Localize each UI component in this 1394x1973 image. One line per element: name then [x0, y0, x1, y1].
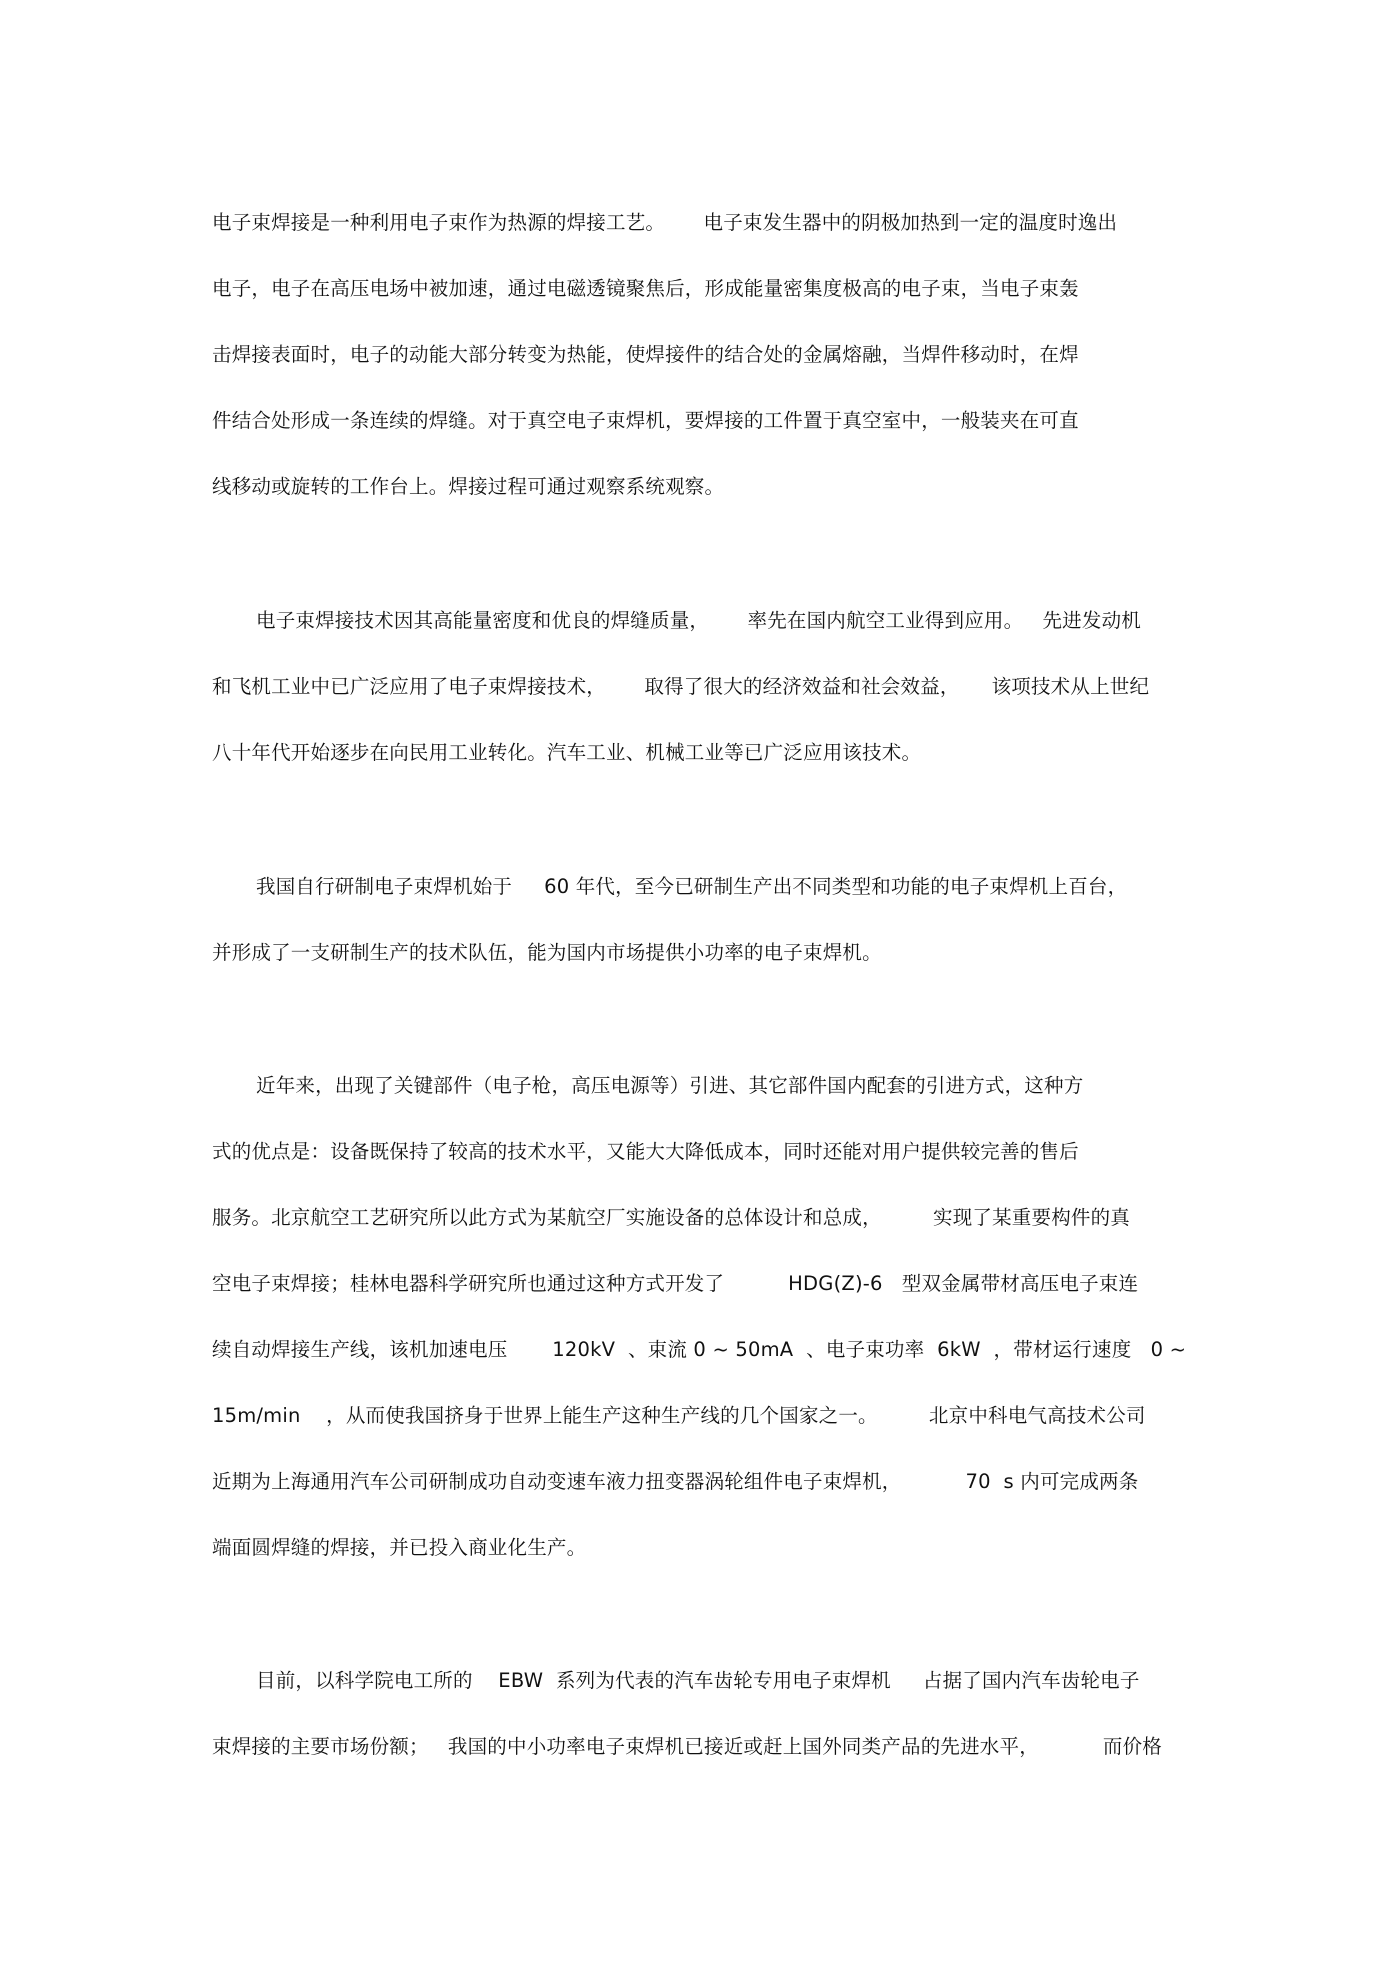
- text-line: 电子，电子在高压电场中被加速，通过电磁透镜聚焦后，形成能量密集度极高的电子束，当电子束轰: [212, 277, 1079, 300]
- text-line: 电子束焊接技术因其高能量密度和优良的焊缝质量， 率先在国内航空工业得到应用。 先进发动机: [256, 609, 1141, 632]
- text-line: 空电子束焊接；桂林电器科学研究所也通过这种方式开发了 HDG(Z)-6 型双金属带材高压电子束连: [212, 1272, 1139, 1295]
- text-line: 15m/min ，从而使我国挤身于世界上能生产这种生产线的几个国家之一。 北京中科电气高技术公司: [212, 1404, 1146, 1427]
- text-line: 近年来，出现了关键部件（电子枪，高压电源等）引进、其它部件国内配套的引进方式，这种方: [256, 1074, 1084, 1097]
- text-line: 式的优点是：设备既保持了较高的技术水平，又能大大降低成本，同时还能对用户提供较完善的售后: [212, 1140, 1079, 1163]
- text-line: 端面圆焊缝的焊接，并已投入商业化生产。: [212, 1536, 587, 1559]
- text-line: 线移动或旋转的工作台上。焊接过程可通过观察系统观察。: [212, 475, 725, 498]
- text-line: 束焊接的主要市场份额； 我国的中小功率电子束焊机已接近或赶上国外同类产品的先进水平， 而价格: [212, 1735, 1162, 1758]
- text-line: 电子束焊接是一种利用电子束作为热源的焊接工艺。 电子束发生器中的阴极加热到一定的温度时逸出: [212, 211, 1118, 234]
- text-line: 八十年代开始逐步在向民用工业转化。汽车工业、机械工业等已广泛应用该技术。: [212, 741, 922, 764]
- text-line: 件结合处形成一条连续的焊缝。对于真空电子束焊机，要焊接的工件置于真空室中，一般装夹在可直: [212, 409, 1079, 432]
- text-line: 近期为上海通用汽车公司研制成功自动变速车液力扭变器涡轮组件电子束焊机， 70 s 内可完成两条: [212, 1470, 1139, 1493]
- text-line: 击焊接表面时，电子的动能大部分转变为热能，使焊接件的结合处的金属熔融，当焊件移动时，在焊: [212, 343, 1079, 366]
- text-line: 和飞机工业中已广泛应用了电子束焊接技术， 取得了很大的经济效益和社会效益， 该项技术从上世纪: [212, 675, 1150, 698]
- text-line: 并形成了一支研制生产的技术队伍，能为国内市场提供小功率的电子束焊机。: [212, 941, 882, 964]
- text-line: 续自动焊接生产线，该机加速电压 120kV 、束流 0 ~ 50mA 、电子束功率 6kW ，带材运行速度 0 ~: [212, 1338, 1187, 1361]
- text-line: 服务。北京航空工艺研究所以此方式为某航空厂实施设备的总体设计和总成， 实现了某重要构件的真: [212, 1206, 1130, 1229]
- text-line: 目前，以科学院电工所的 EBW 系列为代表的汽车齿轮专用电子束焊机 占据了国内汽车齿轮电子: [256, 1669, 1140, 1692]
- text-line: 我国自行研制电子束焊机始于 60 年代，至今已研制生产出不同类型和功能的电子束焊机上百台，: [256, 875, 1128, 898]
